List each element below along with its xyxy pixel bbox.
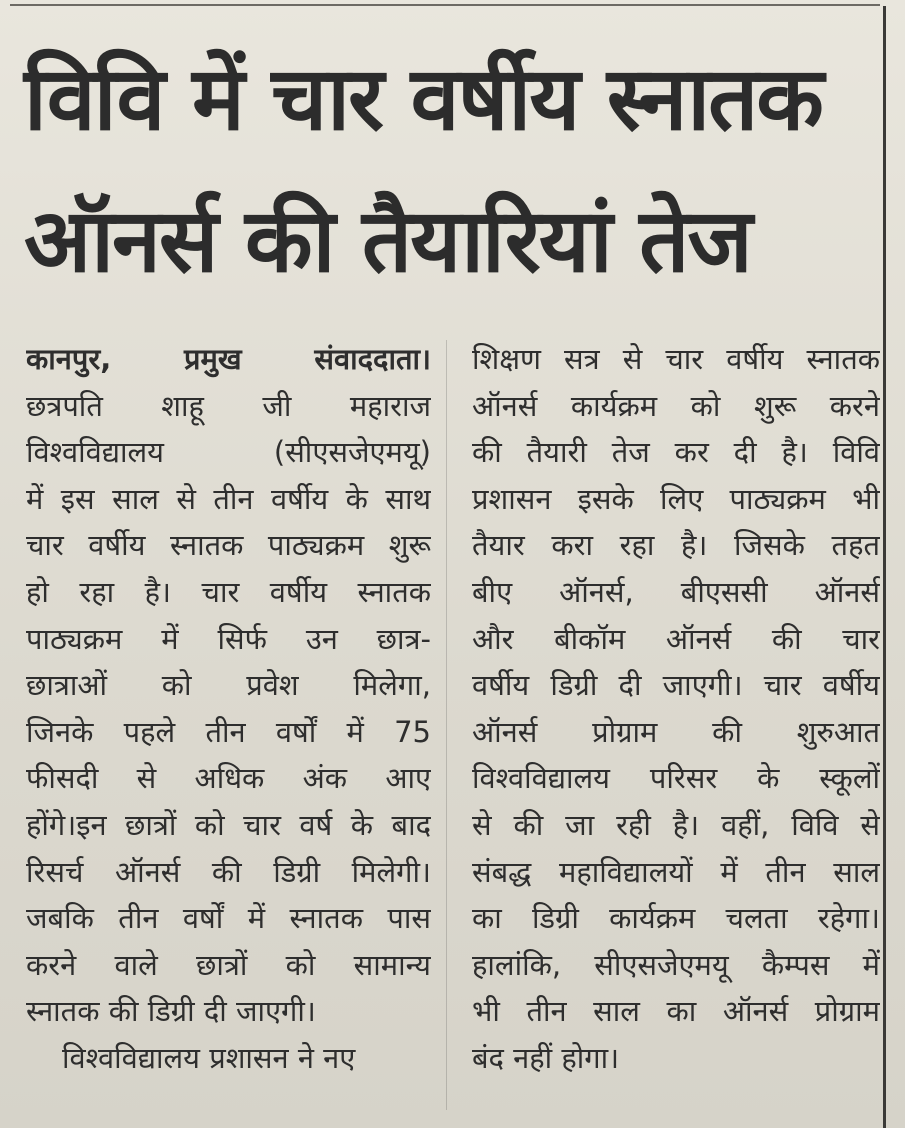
right-column xyxy=(472,336,880,1082)
body-line: होंगे।इन छात्रों को चार वर्ष के बाद xyxy=(26,807,431,842)
body-line: की तैयारी तेज कर दी है। विवि xyxy=(472,435,880,470)
body-line: तैयार करा रहा है। जिसके तहत xyxy=(472,528,880,563)
body-line: हालांकि, सीएसजेएमयू कैम्पस में xyxy=(472,947,880,982)
body-line: बीए ऑनर्स, बीएससी ऑनर्स xyxy=(472,574,880,609)
body-line: जिनके पहले तीन वर्षों में 75 xyxy=(26,714,431,749)
body-line: का डिग्री कार्यक्रम चलता रहेगा। xyxy=(472,901,880,936)
body-line: से की जा रही है। वहीं, विवि से xyxy=(472,807,880,842)
body-line: बंद नहीं होगा। xyxy=(472,1040,620,1075)
body-line: छत्रपति शाहू जी महाराज xyxy=(26,388,431,423)
body-line: विश्वविद्यालय परिसर के स्कूलों xyxy=(472,761,880,796)
headline-line-1: विवि में चार वर्षीय स्नातक xyxy=(24,47,822,150)
body-line: ऑनर्स कार्यक्रम को शुरू करने xyxy=(472,388,880,423)
body-line: शिक्षण सत्र से चार वर्षीय स्नातक xyxy=(472,342,880,376)
body-line: छात्राओं को प्रवेश मिलेगा, xyxy=(26,668,431,703)
body-line: पाठ्यक्रम में सिर्फ उन छात्र- xyxy=(26,621,431,656)
body-line: विश्वविद्यालय प्रशासन ने नए xyxy=(62,1040,356,1075)
body-line: जबकि तीन वर्षों में स्नातक पास xyxy=(26,901,431,936)
body-line: वर्षीय डिग्री दी जाएगी। चार वर्षीय xyxy=(472,668,880,703)
body-line: भी तीन साल का ऑनर्स प्रोग्राम xyxy=(472,994,880,1029)
body-line: रिसर्च ऑनर्स की डिग्री मिलेगी। xyxy=(26,854,431,889)
headline-line-2: ऑनर्स की तैयारियां तेज xyxy=(24,189,751,292)
body-line: चार वर्षीय स्नातक पाठ्यक्रम शुरू xyxy=(26,528,431,563)
body-line: हो रहा है। चार वर्षीय स्नातक xyxy=(26,574,431,609)
body-line: फीसदी से अधिक अंक आए xyxy=(26,761,431,796)
body-line: ऑनर्स प्रोग्राम की शुरुआत xyxy=(472,714,880,749)
left-column xyxy=(26,336,431,1082)
column-border-rule xyxy=(883,6,886,1128)
body-line: प्रशासन इसके लिए पाठ्यक्रम भी xyxy=(472,481,880,516)
body-line: स्नातक की डिग्री दी जाएगी। xyxy=(26,994,316,1029)
body-line: में इस साल से तीन वर्षीय के साथ xyxy=(26,481,431,516)
headline xyxy=(24,28,874,312)
dateline: कानपुर, प्रमुख संवाददाता। xyxy=(26,342,431,376)
top-rule xyxy=(10,4,880,6)
body-line: संबद्ध महाविद्यालयों में तीन साल xyxy=(472,854,880,889)
body-line: करने वाले छात्रों को सामान्य xyxy=(26,947,431,982)
column-gutter xyxy=(446,340,447,1110)
body-line: विश्वविद्यालय (सीएसजेएमयू) xyxy=(26,435,431,470)
body-line: और बीकॉम ऑनर्स की चार xyxy=(472,621,880,656)
